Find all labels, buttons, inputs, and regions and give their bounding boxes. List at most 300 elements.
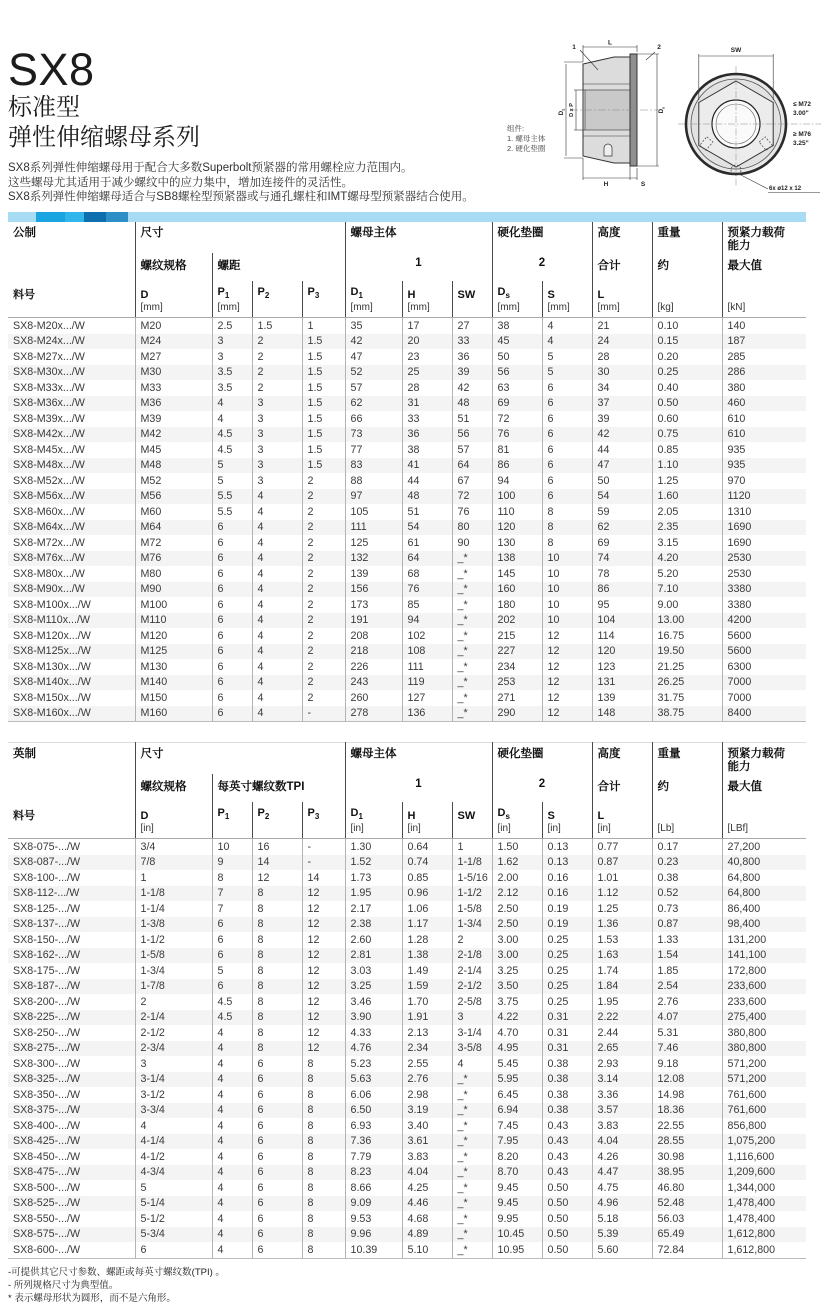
data-cell: 4 <box>212 1227 252 1243</box>
data-cell: 4 <box>252 690 302 706</box>
data-cell: 1.5 <box>302 458 345 474</box>
data-cell: 3.5 <box>212 365 252 381</box>
table-row <box>8 675 806 691</box>
data-cell: 2 <box>452 932 492 948</box>
data-cell: 8 <box>252 994 302 1010</box>
data-cell: 7.45 <box>492 1118 542 1134</box>
part-number-cell: SX8-M150x.../W <box>13 691 91 704</box>
data-cell: M100 <box>135 597 212 613</box>
data-cell: 127 <box>402 690 452 706</box>
data-cell: 4 <box>212 1149 252 1165</box>
data-cell: _* <box>452 1227 492 1243</box>
data-cell: 6 <box>252 1087 302 1103</box>
data-cell: 2 <box>302 628 345 644</box>
note-large-height: 3.25" <box>793 140 809 147</box>
data-cell: 761,600 <box>722 1103 806 1119</box>
data-cell: 1-3/4 <box>452 917 492 933</box>
column-header: $P_3$ <box>302 802 345 839</box>
data-cell: 0.13 <box>542 839 592 855</box>
data-cell: 5.45 <box>492 1056 542 1072</box>
data-cell: 7.10 <box>652 582 722 598</box>
data-cell: 102 <box>402 628 452 644</box>
data-cell: 5 <box>542 349 592 365</box>
data-cell: 4.07 <box>652 1010 722 1026</box>
data-cell: 54 <box>402 520 452 536</box>
data-cell: 4 <box>252 659 302 675</box>
imperial-table <box>8 742 806 1259</box>
data-cell: 6 <box>212 948 252 964</box>
data-cell: 5.39 <box>592 1227 652 1243</box>
data-cell: 380,800 <box>722 1041 806 1057</box>
part-number-cell: SX8-M60x.../W <box>13 505 85 518</box>
data-cell: 64,800 <box>722 870 806 886</box>
data-cell: 145 <box>492 566 542 582</box>
data-cell: 2 <box>302 644 345 660</box>
part-number-cell: SX8-M120x.../W <box>13 629 91 642</box>
data-cell: 41 <box>402 458 452 474</box>
column-header: $D_1$ [in] <box>345 802 402 839</box>
data-cell: 8 <box>302 1211 345 1227</box>
column-header: S [in] <box>542 802 592 839</box>
data-cell: 3 <box>252 473 302 489</box>
data-cell: 7.46 <box>652 1041 722 1057</box>
data-cell: 6 <box>135 1242 212 1258</box>
data-cell: _* <box>452 1118 492 1134</box>
data-cell: 111 <box>402 659 452 675</box>
footnote-line: * 表示螺母形状为圆形，而不是六角形。 <box>8 1292 176 1304</box>
data-cell: 5.63 <box>345 1072 402 1088</box>
column-group-header: 重量 <box>652 222 722 253</box>
data-cell: 123 <box>592 659 652 675</box>
data-cell: 1.25 <box>652 473 722 489</box>
data-cell: 3-1/4 <box>135 1072 212 1088</box>
part-number-cell: SX8-200-.../W <box>13 995 81 1008</box>
sub-header: 合计 <box>592 253 652 281</box>
dim-SW-label: SW <box>730 47 742 54</box>
part-number-cell: SX8-525-.../W <box>13 1197 81 1209</box>
data-cell: 20 <box>402 334 452 350</box>
data-cell: 3-3/4 <box>135 1103 212 1119</box>
data-cell: 2.34 <box>402 1041 452 1057</box>
data-cell: 3 <box>452 1010 492 1026</box>
column-group-header: 螺母主体 <box>345 222 492 253</box>
data-cell: 761,600 <box>722 1087 806 1103</box>
data-cell: 7.36 <box>345 1134 402 1150</box>
sub-header: 2 <box>492 774 592 802</box>
data-cell: 0.43 <box>542 1134 592 1150</box>
data-cell: 72.84 <box>652 1242 722 1258</box>
data-cell: 4.46 <box>402 1196 452 1212</box>
data-cell: 4 <box>252 597 302 613</box>
data-cell: 6 <box>212 566 252 582</box>
sub-header: 最大值 <box>722 253 806 281</box>
technical-drawing <box>556 38 828 198</box>
data-cell: 6 <box>212 979 252 995</box>
data-cell: 0.17 <box>652 839 722 855</box>
table-row <box>8 886 806 902</box>
data-cell: 56 <box>492 365 542 381</box>
data-cell: 31 <box>402 396 452 412</box>
data-cell: 39 <box>592 411 652 427</box>
data-cell: 4.25 <box>402 1180 452 1196</box>
data-cell: 9.00 <box>652 597 722 613</box>
column-header: $P_3$ <box>302 281 345 318</box>
data-cell: 4.47 <box>592 1165 652 1181</box>
data-cell: 4-1/2 <box>135 1149 212 1165</box>
data-cell: 180 <box>492 597 542 613</box>
table-row <box>8 349 806 365</box>
data-cell: 2 <box>302 613 345 629</box>
part-number-cell: SX8-112-.../W <box>13 887 80 899</box>
data-cell: 23 <box>402 349 452 365</box>
table-row <box>8 442 806 458</box>
data-cell: 6 <box>542 396 592 412</box>
data-cell: 0.43 <box>542 1149 592 1165</box>
data-cell: 8 <box>302 1103 345 1119</box>
data-cell: 227 <box>492 644 542 660</box>
data-cell: 64 <box>452 458 492 474</box>
data-cell: M36 <box>135 396 212 412</box>
part-number-cell: SX8-M76x.../W <box>13 552 85 564</box>
part-number-cell: SX8-500-.../W <box>13 1181 81 1194</box>
data-cell: 114 <box>592 628 652 644</box>
data-cell: 8 <box>302 1227 345 1243</box>
data-cell: 8 <box>252 886 302 902</box>
table-row <box>8 1227 806 1243</box>
data-cell: 2.93 <box>592 1056 652 1072</box>
part-number-cell: SX8-450-.../W <box>13 1150 81 1163</box>
table-row <box>8 1242 806 1258</box>
data-cell: 0.73 <box>652 901 722 917</box>
data-cell: 0.25 <box>542 932 592 948</box>
data-cell: 4.96 <box>592 1196 652 1212</box>
data-cell: 3 <box>252 442 302 458</box>
data-cell: 10 <box>542 582 592 598</box>
data-cell: 0.38 <box>542 1103 592 1119</box>
data-cell: 3 <box>252 396 302 412</box>
data-cell: 1 <box>302 318 345 334</box>
section-label: 公制 <box>13 227 36 239</box>
sub-header: 螺纹规格 <box>135 774 212 802</box>
data-cell: 4200 <box>722 613 806 629</box>
data-cell: 7.95 <box>492 1134 542 1150</box>
table-row <box>8 706 806 722</box>
column-group-header: 高度 <box>592 743 652 775</box>
data-cell: 1.59 <box>402 979 452 995</box>
footnote-line: - 所列规格尺寸为典型值。 <box>8 1279 119 1291</box>
table-row <box>8 396 806 412</box>
table-row <box>8 1134 806 1150</box>
data-cell: 4 <box>252 551 302 567</box>
data-cell: 6 <box>212 706 252 722</box>
data-cell: 3.50 <box>492 979 542 995</box>
data-cell: 2.38 <box>345 917 402 933</box>
data-cell: 36 <box>452 349 492 365</box>
part-number-cell: SX8-M24x.../W <box>13 335 85 347</box>
data-cell: 3.25 <box>492 963 542 979</box>
data-cell: 8 <box>542 535 592 551</box>
data-cell: 0.43 <box>542 1118 592 1134</box>
data-cell: 275,400 <box>722 1010 806 1026</box>
data-cell: 3 <box>135 1056 212 1072</box>
data-cell: M30 <box>135 365 212 381</box>
data-cell: 35 <box>345 318 402 334</box>
data-cell: 6.50 <box>345 1103 402 1119</box>
data-cell: 2 <box>252 334 302 350</box>
data-cell: _* <box>452 706 492 722</box>
data-cell: 6 <box>252 1242 302 1258</box>
data-cell: 0.64 <box>402 839 452 855</box>
data-cell: 8 <box>302 1056 345 1072</box>
data-cell: 83 <box>345 458 402 474</box>
data-cell: 31.75 <box>652 690 722 706</box>
data-cell: 970 <box>722 473 806 489</box>
data-cell: 0.38 <box>542 1056 592 1072</box>
data-cell: 9.18 <box>652 1056 722 1072</box>
data-cell: 1.91 <box>402 1010 452 1026</box>
data-cell: M60 <box>135 504 212 520</box>
data-cell: 6 <box>542 458 592 474</box>
data-cell: 3.75 <box>492 994 542 1010</box>
data-cell: 9.45 <box>492 1196 542 1212</box>
data-cell: 2.76 <box>402 1072 452 1088</box>
data-cell: 12 <box>542 628 592 644</box>
data-cell: 290 <box>492 706 542 722</box>
part-number-cell: SX8-175-.../W <box>13 964 81 977</box>
data-cell: 38.75 <box>652 706 722 722</box>
data-cell: 9.09 <box>345 1196 402 1212</box>
data-cell: _* <box>452 628 492 644</box>
data-cell: - <box>302 855 345 871</box>
data-cell: 2.81 <box>345 948 402 964</box>
data-cell: 111 <box>345 520 402 536</box>
data-cell: 0.10 <box>652 318 722 334</box>
data-cell: 100 <box>492 489 542 505</box>
part-number-cell: SX8-M130x.../W <box>13 660 91 673</box>
data-cell: 1690 <box>722 535 806 551</box>
data-cell: 6 <box>542 380 592 396</box>
data-cell: 6 <box>212 644 252 660</box>
data-cell: 7000 <box>722 690 806 706</box>
data-cell: 2-1/2 <box>135 1025 212 1041</box>
data-cell: _* <box>452 675 492 691</box>
data-cell: 5 <box>212 458 252 474</box>
callout-2: 2 <box>657 44 661 51</box>
data-cell: 1.5 <box>302 442 345 458</box>
data-cell: 0.60 <box>652 411 722 427</box>
data-cell: 5600 <box>722 644 806 660</box>
data-cell: 1 <box>135 870 212 886</box>
data-cell: 5.5 <box>212 504 252 520</box>
data-cell: 19.50 <box>652 644 722 660</box>
part-number-cell: SX8-300-.../W <box>13 1057 81 1070</box>
data-cell: 6 <box>542 473 592 489</box>
data-cell: 1.5 <box>302 334 345 350</box>
data-cell: 139 <box>345 566 402 582</box>
column-group-header: 高度 <box>592 222 652 253</box>
data-cell: 64,800 <box>722 886 806 902</box>
data-cell: 4 <box>212 411 252 427</box>
data-cell: 2 <box>302 520 345 536</box>
data-cell: 1.5 <box>302 380 345 396</box>
data-cell: 2.44 <box>592 1025 652 1041</box>
data-cell: _* <box>452 597 492 613</box>
data-cell: 50 <box>492 349 542 365</box>
sub-header: 每英寸螺纹数TPI <box>212 774 345 802</box>
table-row <box>8 1165 806 1181</box>
data-cell: 12 <box>302 1025 345 1041</box>
data-cell: 30.98 <box>652 1149 722 1165</box>
data-cell: 5-3/4 <box>135 1227 212 1243</box>
data-cell: 3.19 <box>402 1103 452 1119</box>
data-cell: 1,209,600 <box>722 1165 806 1181</box>
part-number-cell: SX8-375-.../W <box>13 1104 81 1116</box>
part-number-cell: SX8-M20x.../W <box>13 319 85 332</box>
data-cell: 1.95 <box>345 886 402 902</box>
table-row <box>8 994 806 1010</box>
part-number-cell: SX8-M110x.../W <box>13 614 91 626</box>
column-header: $D_s$ [mm] <box>492 281 542 318</box>
table-row <box>8 1180 806 1196</box>
data-cell: 47 <box>592 458 652 474</box>
table-row <box>8 582 806 598</box>
accent-bar-segment <box>84 212 106 222</box>
data-cell: 2 <box>302 597 345 613</box>
data-cell: 1.49 <box>402 963 452 979</box>
data-cell: 4 <box>212 1118 252 1134</box>
column-header: $P_2$ <box>252 281 302 318</box>
data-cell: 6 <box>212 628 252 644</box>
data-cell: 3.61 <box>402 1134 452 1150</box>
data-cell: 2-1/4 <box>452 963 492 979</box>
data-cell: 9.53 <box>345 1211 402 1227</box>
column-header: 料号 <box>8 802 135 839</box>
data-cell: 28.55 <box>652 1134 722 1150</box>
title-block <box>8 46 200 153</box>
data-cell: 3-1/2 <box>135 1087 212 1103</box>
data-cell: 72 <box>492 411 542 427</box>
data-cell: 64 <box>402 551 452 567</box>
data-cell: M125 <box>135 644 212 660</box>
data-cell: 4 <box>252 706 302 722</box>
data-cell: 4 <box>252 520 302 536</box>
data-cell: M130 <box>135 659 212 675</box>
dim-L-label: L <box>608 39 612 47</box>
data-cell: 8 <box>302 1180 345 1196</box>
part-number-cell: SX8-187-.../W <box>13 980 81 992</box>
part-number-cell: SX8-275-.../W <box>13 1042 81 1054</box>
data-cell: 5-1/4 <box>135 1196 212 1212</box>
data-cell: 27,200 <box>722 839 806 855</box>
data-cell: _* <box>452 1180 492 1196</box>
data-cell: 2.55 <box>402 1056 452 1072</box>
page-subtitle-series: 弹性伸缩螺母系列 <box>8 124 200 151</box>
data-cell: 935 <box>722 458 806 474</box>
data-cell: 4 <box>212 1180 252 1196</box>
table-row <box>8 1196 806 1212</box>
data-cell: 21 <box>592 318 652 334</box>
data-cell: 2.22 <box>592 1010 652 1026</box>
legend-title: 组件: <box>507 124 525 133</box>
data-cell: 173 <box>345 597 402 613</box>
data-cell: 1.73 <box>345 870 402 886</box>
part-number-cell: SX8-125-.../W <box>13 902 81 915</box>
data-cell: M140 <box>135 675 212 691</box>
data-cell: 50 <box>592 473 652 489</box>
data-cell: 3.03 <box>345 963 402 979</box>
data-cell: 6 <box>252 1180 302 1196</box>
data-cell: 8.66 <box>345 1180 402 1196</box>
part-number-cell: SX8-M140x.../W <box>13 676 91 688</box>
data-cell: 9.95 <box>492 1211 542 1227</box>
data-cell: 12 <box>542 706 592 722</box>
callout-1: 1 <box>572 44 576 51</box>
data-cell: 13.00 <box>652 613 722 629</box>
data-cell: 4.20 <box>652 551 722 567</box>
table-row <box>8 1103 806 1119</box>
data-cell: 0.38 <box>652 870 722 886</box>
data-cell: 12 <box>302 963 345 979</box>
data-cell: 38 <box>402 442 452 458</box>
data-cell: 2.65 <box>592 1041 652 1057</box>
data-cell: 16.75 <box>652 628 722 644</box>
column-header: $P_1$ [mm] <box>212 281 252 318</box>
part-number-cell: SX8-600-.../W <box>8 1242 135 1258</box>
data-cell: 12 <box>302 1041 345 1057</box>
data-cell: 4 <box>212 1056 252 1072</box>
data-cell: _* <box>452 1165 492 1181</box>
sub-header: 1 <box>345 253 492 281</box>
data-cell: 1.63 <box>592 948 652 964</box>
data-cell: 95 <box>592 597 652 613</box>
data-cell: 5.5 <box>212 489 252 505</box>
accent-bar-segment <box>8 212 36 222</box>
data-cell: 2530 <box>722 566 806 582</box>
data-cell: 9.96 <box>345 1227 402 1243</box>
data-cell: 139 <box>592 690 652 706</box>
data-cell: 12 <box>302 994 345 1010</box>
data-cell: 104 <box>592 613 652 629</box>
data-cell: 37 <box>592 396 652 412</box>
data-cell: 1.5 <box>302 427 345 443</box>
data-cell: 1.5 <box>302 349 345 365</box>
part-number-cell: SX8-M160x.../W <box>8 706 135 722</box>
data-cell: 1120 <box>722 489 806 505</box>
table-row <box>8 1010 806 1026</box>
data-cell: 62 <box>592 520 652 536</box>
part-number-cell: SX8-M56x.../W <box>13 490 85 502</box>
data-cell: 571,200 <box>722 1072 806 1088</box>
data-cell: 1-1/4 <box>135 901 212 917</box>
data-cell: 2 <box>302 566 345 582</box>
data-cell: 2.54 <box>652 979 722 995</box>
data-cell: 233,600 <box>722 979 806 995</box>
data-cell: 57 <box>452 442 492 458</box>
data-cell: 1,478,400 <box>722 1211 806 1227</box>
data-cell: 4-3/4 <box>135 1165 212 1181</box>
data-cell: M150 <box>135 690 212 706</box>
table-row <box>8 1056 806 1072</box>
table-row <box>8 932 806 948</box>
part-number-cell: SX8-325-.../W <box>13 1073 81 1085</box>
data-cell: 0.19 <box>542 917 592 933</box>
part-number-cell: SX8-M42x.../W <box>13 428 85 440</box>
part-number-cell: SX8-250-.../W <box>13 1026 81 1039</box>
part-number-cell: SX8-400-.../W <box>13 1119 81 1132</box>
data-cell: M76 <box>135 551 212 567</box>
data-cell: 3-1/4 <box>452 1025 492 1041</box>
sub-header <box>8 253 135 281</box>
